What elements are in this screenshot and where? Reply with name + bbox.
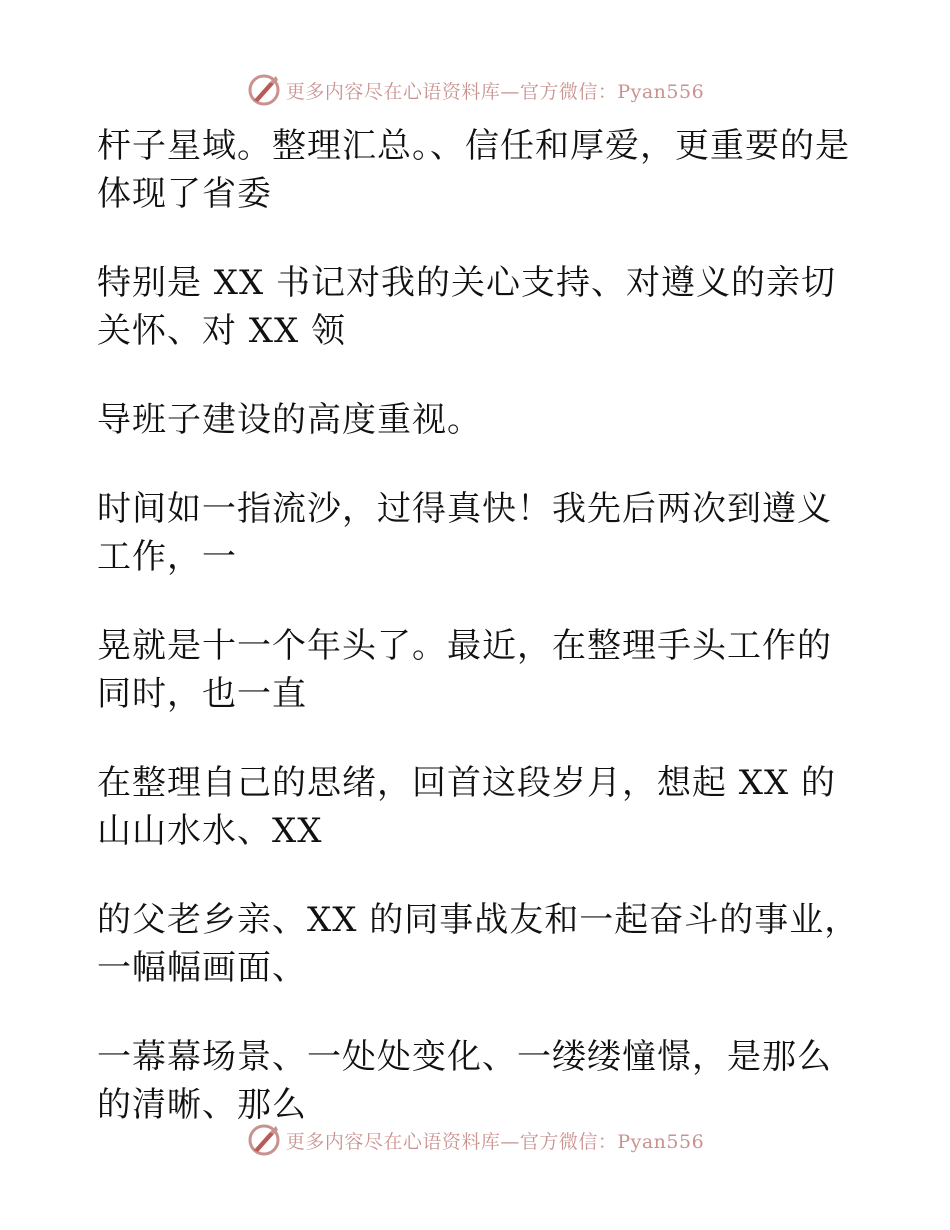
paragraph-line: 一幕幕场景、一处处变化、一缕缕憧憬，是那么	[97, 1037, 832, 1077]
paragraph	[97, 759, 857, 855]
document-body	[97, 122, 860, 1170]
header-banner	[0, 70, 950, 110]
footer-banner	[0, 1120, 950, 1160]
paragraph-line: 特别是 XX 书记对我的关心支持、对遵义的亲切	[97, 263, 837, 303]
paragraph-line: 关怀、对 XX 领	[97, 311, 347, 351]
paragraph-line: 一幅幅画面、	[97, 948, 307, 988]
quill-pen-logo-icon	[246, 1122, 282, 1158]
paragraph	[97, 622, 857, 718]
paragraph-line: 同时，也一直	[97, 674, 307, 714]
paragraph	[97, 259, 857, 355]
paragraph-line: 时间如一指流沙，过得真快！我先后两次到遵义	[97, 489, 832, 529]
paragraph-line: 在整理自己的思绪，回首这段岁月，想起 XX 的	[97, 763, 837, 803]
paragraph-line: 导班子建设的高度重视。	[97, 400, 482, 440]
paragraph	[97, 896, 860, 992]
quill-pen-logo-icon	[246, 72, 282, 108]
paragraph-line: 体现了省委	[97, 174, 272, 214]
paragraph-line: 杆子星域。整理汇总。、信任和厚爱，更重要的是	[97, 126, 850, 166]
paragraph	[97, 1033, 857, 1129]
paragraph	[97, 122, 857, 218]
paragraph-line: 晃就是十一个年头了。最近，在整理手头工作的	[97, 626, 832, 666]
paragraph-line: 山山水水、XX	[97, 811, 323, 851]
header-banner-text: 更多内容尽在心语资料库—官方微信：Pyan556	[285, 80, 705, 103]
paragraph	[97, 485, 857, 581]
paragraph-line: 的清晰、那么	[97, 1085, 307, 1125]
paragraph-line: 工作，一	[97, 537, 237, 577]
paragraph-line: 的父老乡亲、XX 的同事战友和一起奋斗的事业，	[97, 900, 860, 940]
footer-banner-text: 更多内容尽在心语资料库—官方微信：Pyan556	[285, 1130, 705, 1153]
paragraph	[97, 396, 857, 444]
